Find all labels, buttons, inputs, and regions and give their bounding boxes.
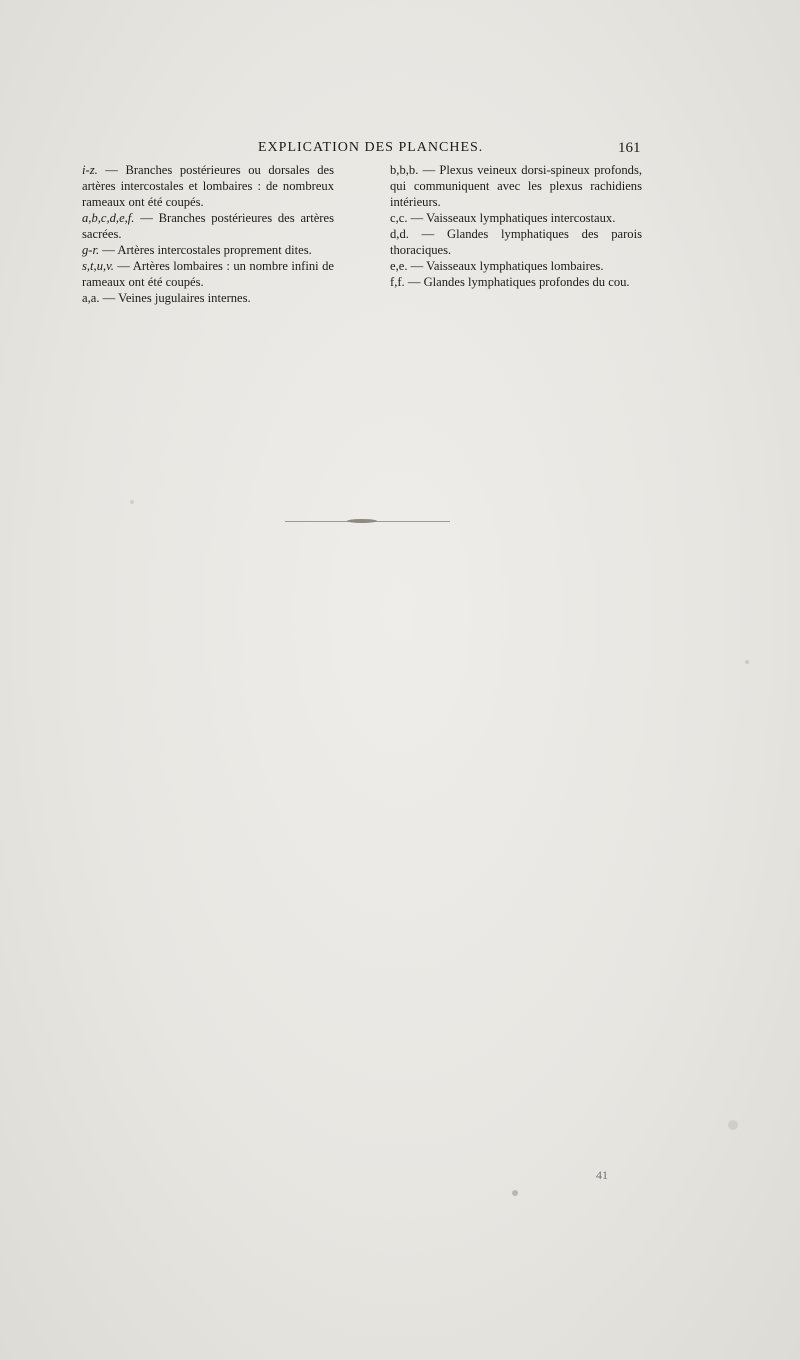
legend-entry	[390, 258, 642, 274]
legend-text: — Glandes lymphatiques profondes du cou.	[404, 275, 630, 289]
legend-text: — Vaisseaux lymphatiques lombaires.	[407, 259, 604, 273]
left-column	[82, 162, 334, 306]
legend-ref: e,e.	[390, 259, 408, 273]
running-title: EXPLICATION DES PLANCHES.	[258, 140, 484, 155]
paper-speck	[745, 660, 749, 664]
legend-entry	[82, 162, 334, 210]
legend-entry	[390, 210, 642, 226]
legend-text: — Glandes lymphatiques des parois thoraciques.	[390, 227, 642, 257]
legend-text: — Branches postérieures des artères sacrées.	[82, 211, 334, 241]
page-number: 161	[618, 140, 641, 156]
legend-text: — Plexus veineux dorsi-spineux profonds, qui communiquent avec les plexus rachidiens intérieurs.	[390, 163, 642, 209]
legend-ref: f,f.	[390, 275, 405, 289]
legend-ref: s,t,u,v.	[82, 259, 114, 273]
legend-ref: d,d.	[390, 227, 409, 241]
bleed-through-rule	[285, 521, 450, 522]
legend-ref: a,a.	[82, 291, 100, 305]
paper-speck	[130, 500, 134, 504]
legend-ref: a,b,c,d,e,f.	[82, 211, 135, 225]
legend-entry	[390, 162, 642, 210]
legend-entry	[390, 274, 642, 290]
legend-entry	[390, 226, 642, 258]
legend-entry	[82, 290, 334, 306]
legend-ref: i-z.	[82, 163, 98, 177]
legend-ref: g-r.	[82, 243, 100, 257]
legend-entry	[82, 258, 334, 290]
legend-text: — Vaisseaux lymphatiques intercostaux.	[407, 211, 616, 225]
legend-text: — Branches postérieures ou dorsales des artères intercostales et lombaires : de nombreux rameaux ont été coupés.	[82, 163, 334, 209]
legend-text: — Artères intercostales proprement dites.	[99, 243, 312, 257]
paper-speck	[512, 1190, 518, 1196]
legend-ref: b,b,b.	[390, 163, 419, 177]
legend-entry	[82, 210, 334, 242]
signature-mark: 41	[596, 1168, 608, 1182]
legend-entry	[82, 242, 334, 258]
legend-ref: c,c.	[390, 211, 408, 225]
legend-text: — Veines jugulaires internes.	[99, 291, 251, 305]
paper-speck	[728, 1120, 738, 1130]
right-column	[390, 162, 642, 290]
legend-text: — Artères lombaires : un nombre infini de rameaux ont été coupés.	[82, 259, 334, 289]
